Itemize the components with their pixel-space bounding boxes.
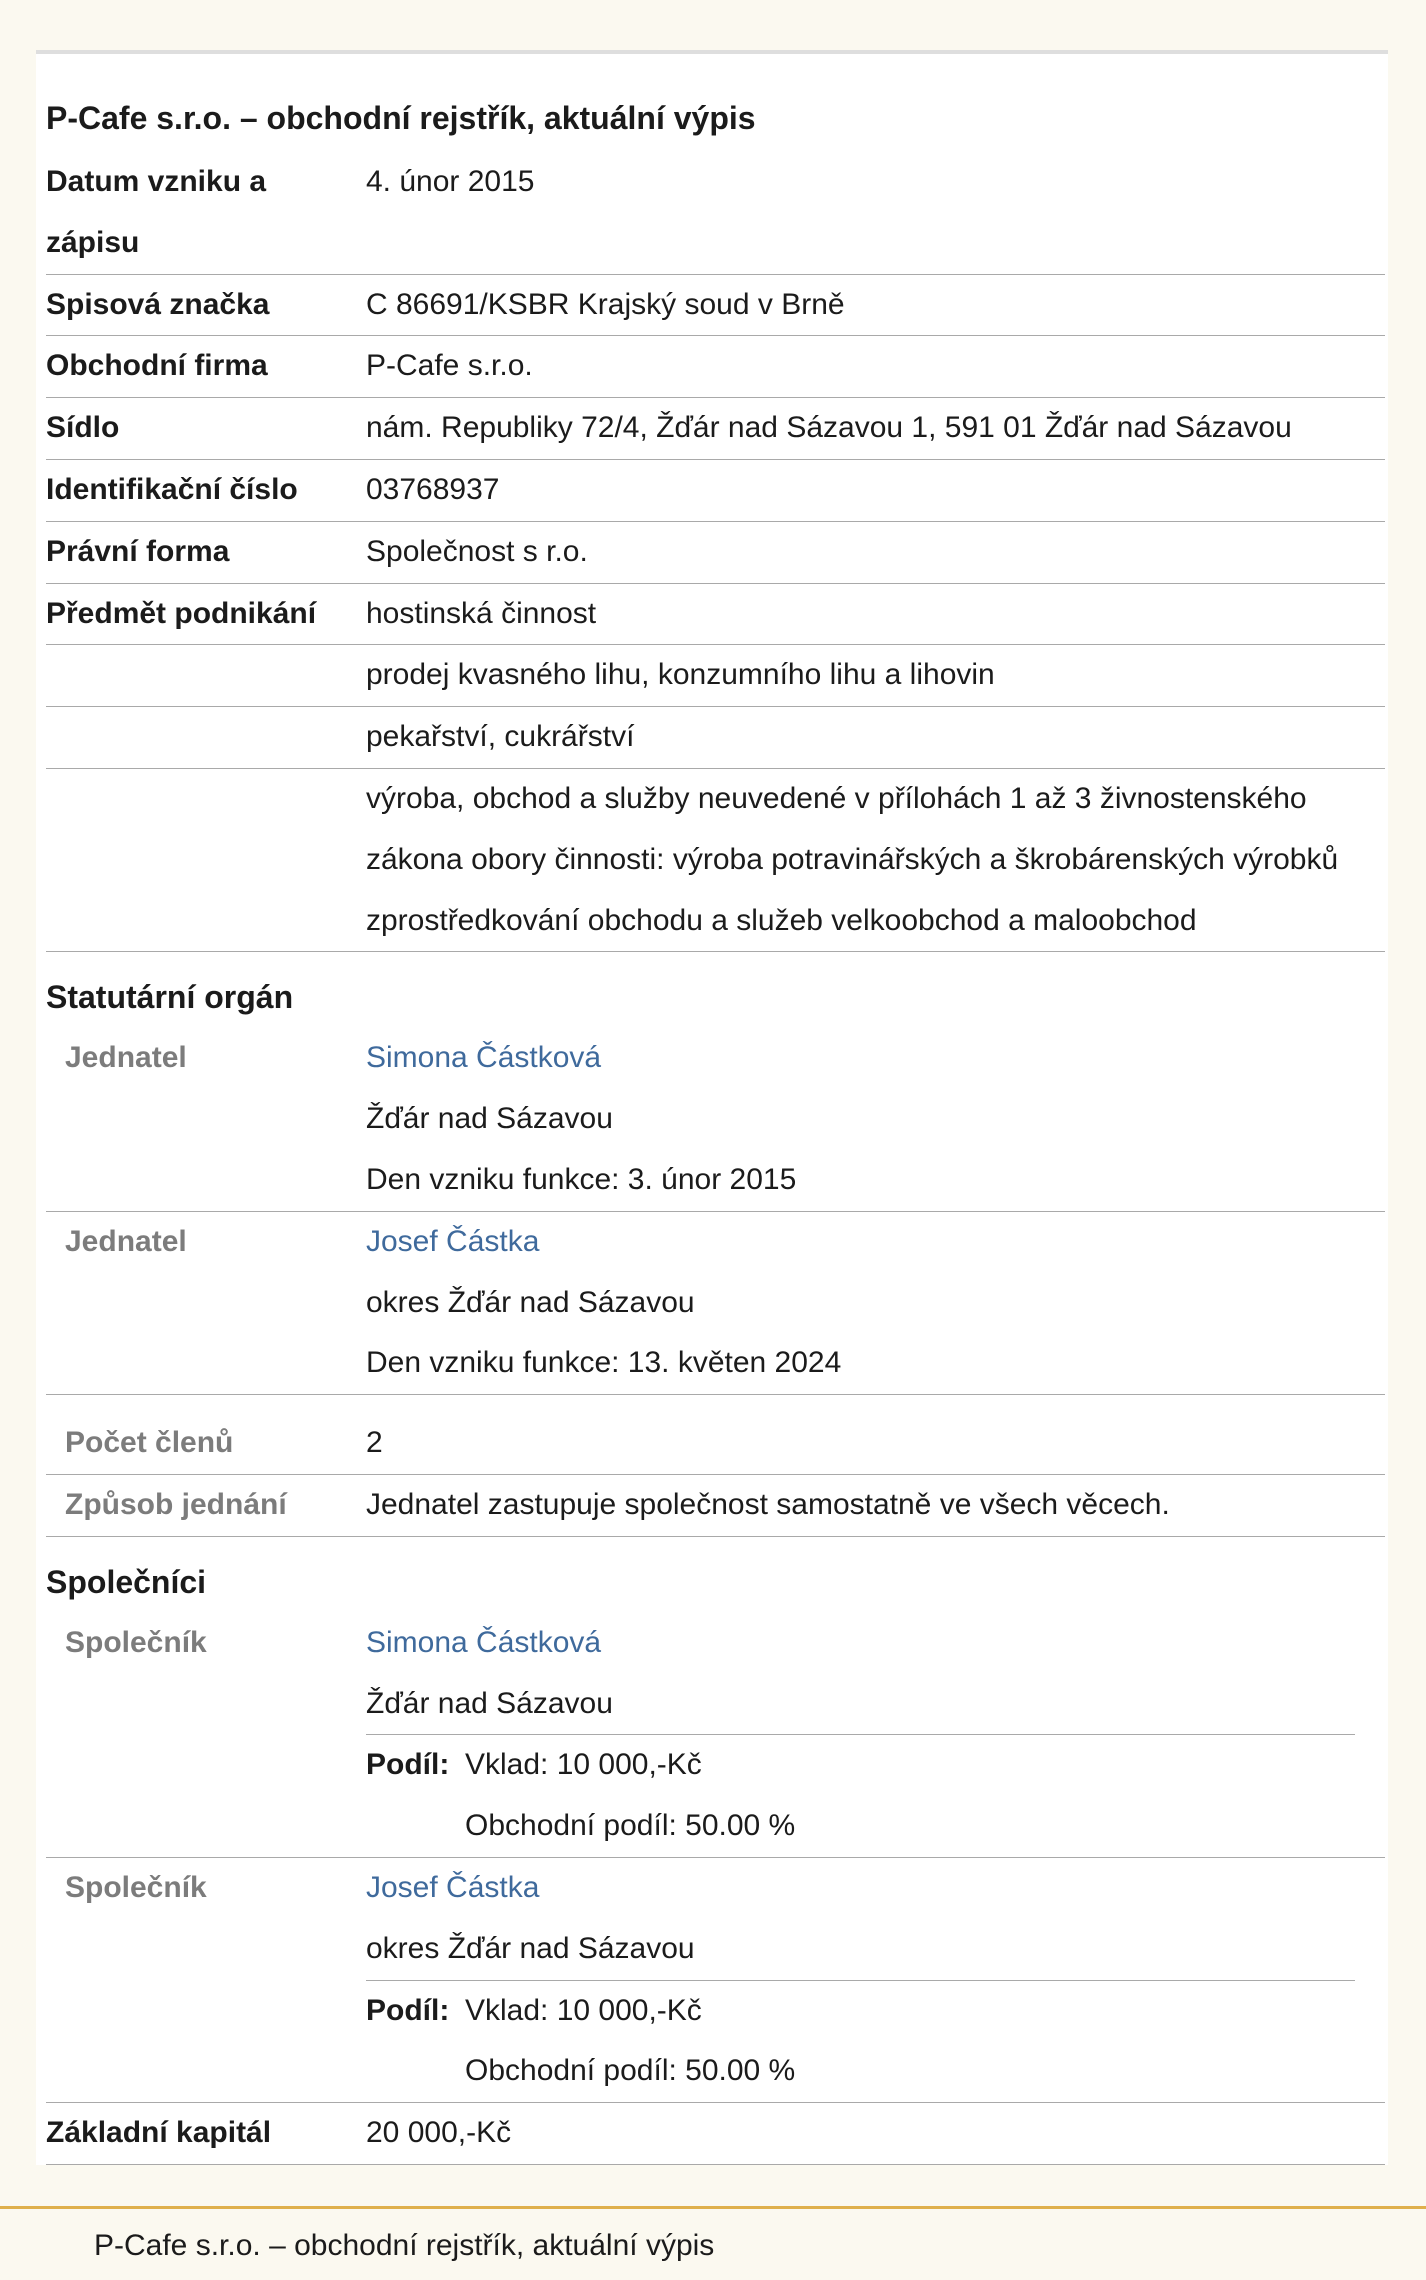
member-details: [366, 1028, 1385, 1210]
partner-details: [366, 1858, 1385, 2102]
share-values: [465, 1981, 1355, 2103]
statutory-member-row: [46, 1028, 1385, 1211]
partner-name-link[interactable]: Josef Částka: [366, 1870, 540, 1904]
share-label: Podíl:: [366, 1748, 450, 1782]
share-values: [465, 1735, 1355, 1857]
statutory-body-summary-table: [46, 1413, 1385, 1537]
page-title: P-Cafe s.r.o. – obchodní rejstřík, aktuální výpis: [46, 100, 756, 136]
member-address: Žďár nad Sázavou: [366, 1102, 613, 1136]
member-details: [366, 1212, 1385, 1394]
row-file-number: [46, 275, 1385, 337]
share-percentage: Obchodní podíl: 50.00 %: [465, 1809, 796, 1843]
row-value: 2: [366, 1426, 383, 1460]
row-value: [366, 707, 1385, 768]
partner-share-block: [366, 1980, 1355, 2103]
row-label-empty: [46, 707, 366, 768]
activity-line: pekařství, cukrářství: [366, 720, 635, 754]
row-label: Předmět podnikání: [46, 596, 317, 630]
share-deposit: Vklad: 10 000,-Kč: [465, 1993, 702, 2027]
row-value: [366, 645, 1385, 706]
partner-share-block: [366, 1734, 1355, 1857]
row-representation: [46, 1475, 1385, 1537]
row-value: 03768937: [366, 472, 500, 506]
partner-role: Společník: [65, 1625, 207, 1659]
row-value: 20 000,-Kč: [366, 2116, 512, 2150]
member-address: okres Žďár nad Sázavou: [366, 1285, 695, 1319]
row-company-id: [46, 460, 1385, 522]
row-value: [366, 584, 1385, 645]
partner-details: [366, 1613, 1385, 1857]
statutory-body-table: [46, 1028, 1385, 1395]
partner-role: Společník: [65, 1870, 207, 1904]
row-label: Datum vzniku a zápisu: [46, 165, 267, 259]
row-label-empty: [46, 769, 366, 951]
row-value: Jednatel zastupuje společnost samostatně ve všech věcech.: [366, 1487, 1170, 1521]
row-label: Počet členů: [65, 1426, 234, 1460]
row-member-count: [46, 1413, 1385, 1475]
row-founding-date: [46, 152, 1385, 275]
share-percentage: Obchodní podíl: 50.00 %: [465, 2054, 796, 2088]
row-value: Společnost s r.o.: [366, 534, 588, 568]
member-role: Jednatel: [65, 1041, 187, 1075]
row-label: Základní kapitál: [46, 2116, 272, 2150]
partner-name-line: [366, 1613, 1385, 1674]
member-name-line: [366, 1212, 1385, 1273]
row-value: P-Cafe s.r.o.: [366, 349, 533, 383]
member-role: Jednatel: [65, 1224, 187, 1258]
partner-address: okres Žďár nad Sázavou: [366, 1931, 695, 1965]
row-registered-capital: [46, 2103, 1385, 2165]
partner-name-line: [366, 1858, 1385, 1919]
share-label: Podíl:: [366, 1993, 450, 2027]
row-registered-office: [46, 398, 1385, 460]
basic-info-table: [46, 152, 1385, 952]
activity-line: hostinská činnost: [366, 596, 597, 630]
member-name-link[interactable]: Simona Částková: [366, 1041, 602, 1075]
activity-line: prodej kvasného lihu, konzumního lihu a lihovin: [366, 658, 995, 692]
row-business-activity: [46, 707, 1385, 769]
row-label-empty: [46, 645, 366, 706]
member-name-line: [366, 1028, 1385, 1089]
row-company-name: [46, 336, 1385, 398]
row-business-activity: [46, 769, 1385, 952]
footer-title: P-Cafe s.r.o. – obchodní rejstřík, aktuální výpis: [94, 2229, 715, 2262]
partner-row: [46, 1858, 1385, 2103]
row-label: Identifikační číslo: [46, 472, 298, 506]
activity-line: zákona obory činnosti: výroba potravinářských a škrobárenských výrobků: [366, 842, 1339, 876]
section-heading-statutory-body: Statutární orgán: [46, 979, 294, 1016]
share-deposit: Vklad: 10 000,-Kč: [465, 1748, 702, 1782]
row-business-activity: [46, 645, 1385, 707]
row-value: 4. únor 2015: [366, 165, 535, 198]
partner-name-link[interactable]: Simona Částková: [366, 1625, 602, 1659]
row-legal-form: [46, 522, 1385, 584]
activity-line: zprostředkování obchodu a služeb velkoobchod a maloobchod: [366, 903, 1197, 937]
member-name-link[interactable]: Josef Částka: [366, 1224, 540, 1258]
partners-table: [46, 1613, 1385, 2165]
member-since: Den vzniku funkce: 13. květen 2024: [366, 1346, 842, 1380]
section-spacer: [46, 1395, 1385, 1413]
row-label: Spisová značka: [46, 287, 270, 321]
section-heading-partners: Společníci: [46, 1563, 207, 1600]
row-value: C 86691/KSBR Krajský soud v Brně: [366, 287, 845, 321]
register-extract-panel: [36, 50, 1388, 2165]
row-label: Právní forma: [46, 534, 230, 568]
activity-line: výroba, obchod a služby neuvedené v přílohách 1 až 3 živnostenského: [366, 781, 1307, 815]
row-label: Způsob jednání: [65, 1487, 287, 1521]
row-label: Obchodní firma: [46, 349, 268, 383]
statutory-member-row: [46, 1212, 1385, 1395]
row-business-activity: [46, 584, 1385, 646]
partner-address: Žďár nad Sázavou: [366, 1686, 613, 1720]
row-label: Sídlo: [46, 411, 120, 445]
member-since: Den vzniku funkce: 3. únor 2015: [366, 1162, 797, 1196]
row-value: nám. Republiky 72/4, Žďár nad Sázavou 1, 591 01 Žďár nad Sázavou: [366, 411, 1292, 445]
footer-divider: [0, 2206, 1426, 2209]
row-value: [366, 769, 1385, 951]
partner-row: [46, 1613, 1385, 1858]
